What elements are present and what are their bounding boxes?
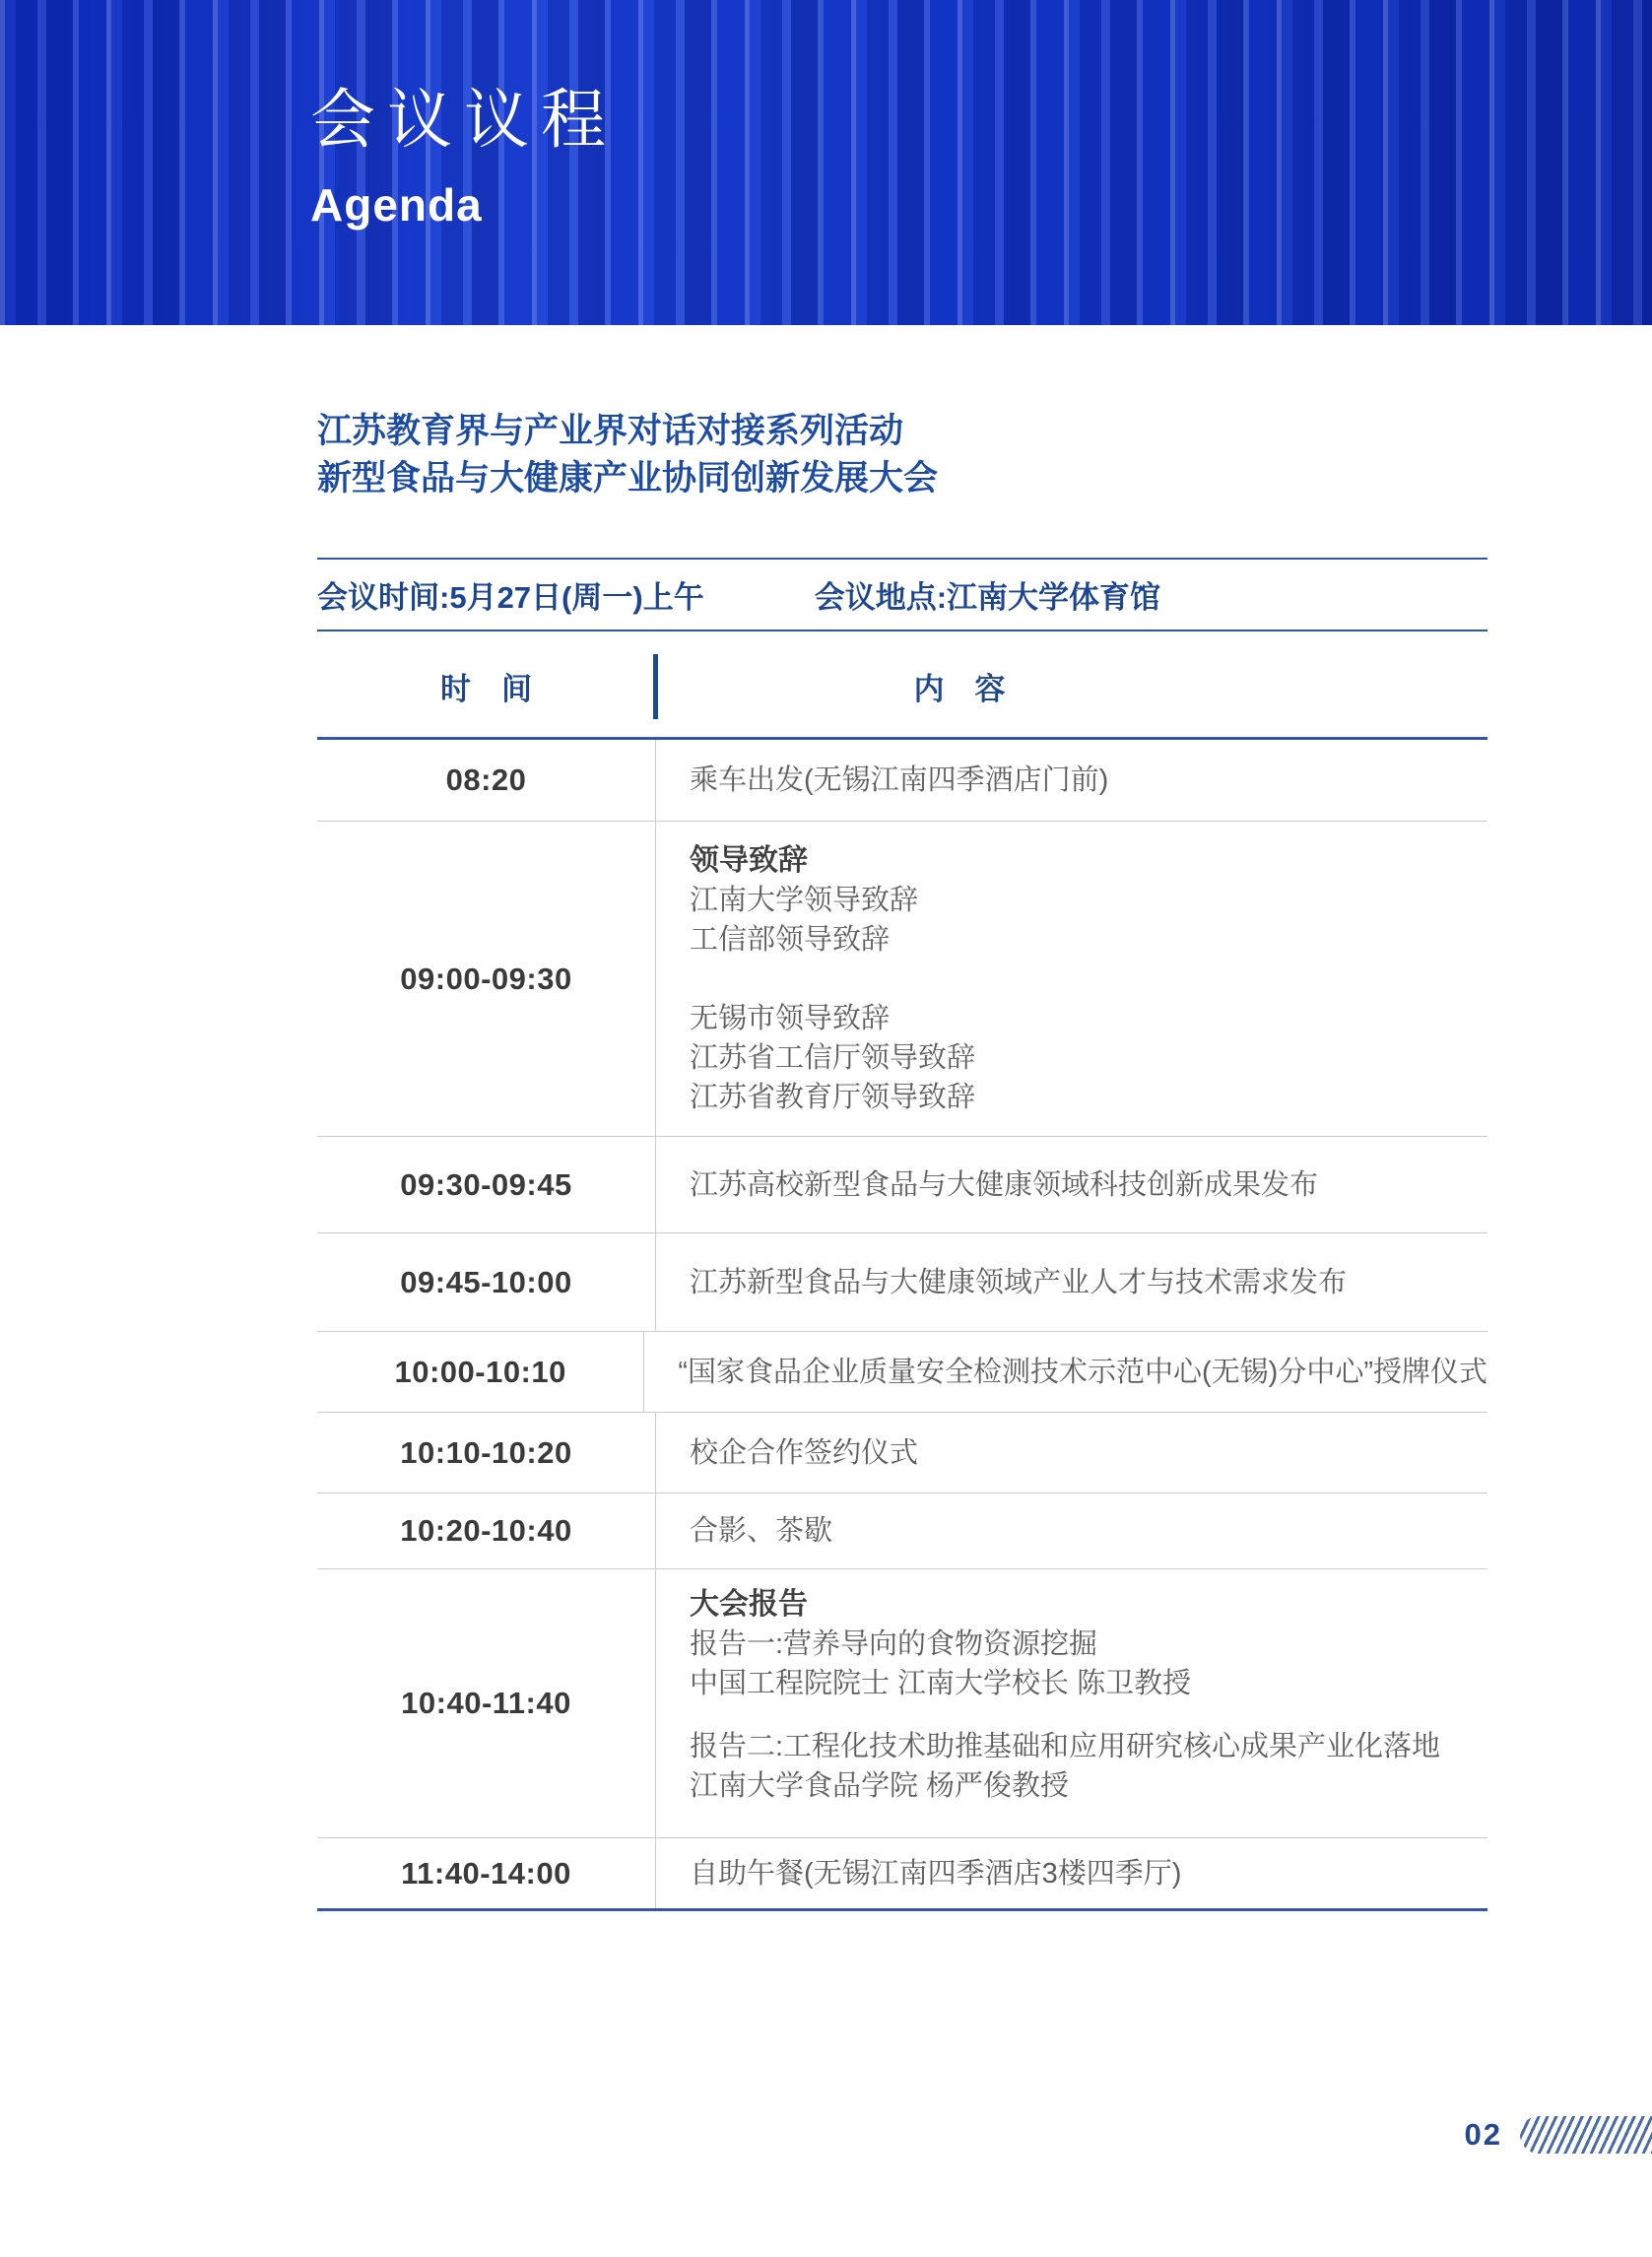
agenda-table [317,631,1487,1911]
agenda-row-content [655,1233,1487,1331]
agenda-row-time: 09:30-09:45 [400,1166,572,1202]
event-title-line1: 江苏教育界与产业界对话对接系列活动 [317,412,904,450]
table-row [317,740,1487,821]
event-title [317,408,1487,502]
table-row [317,1232,1487,1331]
meeting-time-label: 会议时间:5月27日(周一)上午 [317,580,704,615]
event-title-line2: 新型食品与大健康产业协同创新发展大会 [317,459,939,498]
agenda-row-blank-line [690,1703,1487,1727]
agenda-row-line: 领导致辞 [690,843,808,877]
table-row [317,1493,1487,1568]
agenda-row-line: 中国工程院院士 江南大学校长 陈卫教授 [690,1668,1192,1699]
banner [0,0,1652,325]
agenda-row-content [655,1838,1487,1908]
agenda-row-time: 10:20-10:40 [400,1513,572,1548]
agenda-row-line: 江南大学领导致辞 [690,884,919,916]
banner-title-cn: 会议议程 [310,83,618,156]
agenda-row-time: 09:00-09:30 [400,961,572,996]
agenda-row-line: 报告一:营养导向的食物资源挖掘 [690,1628,1098,1660]
agenda-row-line: 乘车出发(无锡江南四季酒店门前) [690,764,1109,796]
agenda-row-line: 江南大学食品学院 杨严俊教授 [690,1770,1070,1802]
table-row [317,1568,1487,1837]
agenda-row-content [655,1413,1487,1493]
agenda-row-line: 江苏省教育厅领导致辞 [690,1081,976,1113]
agenda-row-time: 11:40-14:00 [401,1855,571,1891]
agenda-row-line: 江苏新型食品与大健康领域产业人才与技术需求发布 [690,1266,1348,1298]
agenda-row-content [643,1332,1487,1412]
agenda-row-content [655,822,1487,1136]
agenda-row-content [655,1494,1487,1568]
table-row [317,1837,1487,1908]
meeting-meta-bar [317,558,1487,631]
agenda-row-line: 报告二:工程化技术助推基础和应用研究核心成果产业化落地 [690,1731,1441,1762]
agenda-row-line: 工信部领导致辞 [690,923,891,956]
agenda-row-content [655,1569,1487,1837]
agenda-row-blank-line [690,960,1487,999]
table-row [317,821,1487,1136]
column-header-time: 时 间 [440,671,532,706]
content-area [317,408,1487,1911]
meeting-location-label: 会议地点:江南大学体育馆 [814,580,1161,615]
agenda-row-content [655,740,1487,821]
agenda-row-content [655,1137,1487,1232]
agenda-row-line: 合影、茶歇 [690,1515,833,1547]
agenda-row-line: “国家食品企业质量安全检测技术示范中心(无锡)分中心”授牌仪式 [678,1356,1487,1388]
agenda-row-time: 10:10-10:20 [400,1434,572,1470]
table-row [317,1136,1487,1232]
column-header-content: 内 容 [913,671,1006,706]
agenda-row-line: 大会报告 [690,1588,808,1621]
agenda-row-line: 江苏高校新型食品与大健康领域科技创新成果发布 [690,1168,1319,1201]
table-row [317,1331,1487,1412]
page-number: 02 [1464,2117,1502,2152]
agenda-table-body [317,740,1487,1911]
agenda-row-line: 无锡市领导致辞 [690,1002,891,1034]
table-row [317,1412,1487,1493]
agenda-row-time: 08:20 [445,763,527,797]
column-divider-bar [653,654,658,719]
footer-stripe-decoration [1520,2116,1652,2154]
banner-title-en: Agenda [310,179,483,231]
agenda-row-line: 江苏省工信厅领导致辞 [690,1041,976,1074]
agenda-row-line: 校企合作签约仪式 [690,1436,919,1469]
page-footer [0,2116,1652,2154]
agenda-table-header [317,631,1487,740]
agenda-row-line: 自助午餐(无锡江南四季酒店3楼四季厅) [690,1857,1182,1890]
agenda-row-time: 10:40-11:40 [401,1686,571,1720]
agenda-row-time: 10:00-10:10 [394,1354,566,1389]
agenda-row-time: 09:45-10:00 [400,1264,572,1299]
